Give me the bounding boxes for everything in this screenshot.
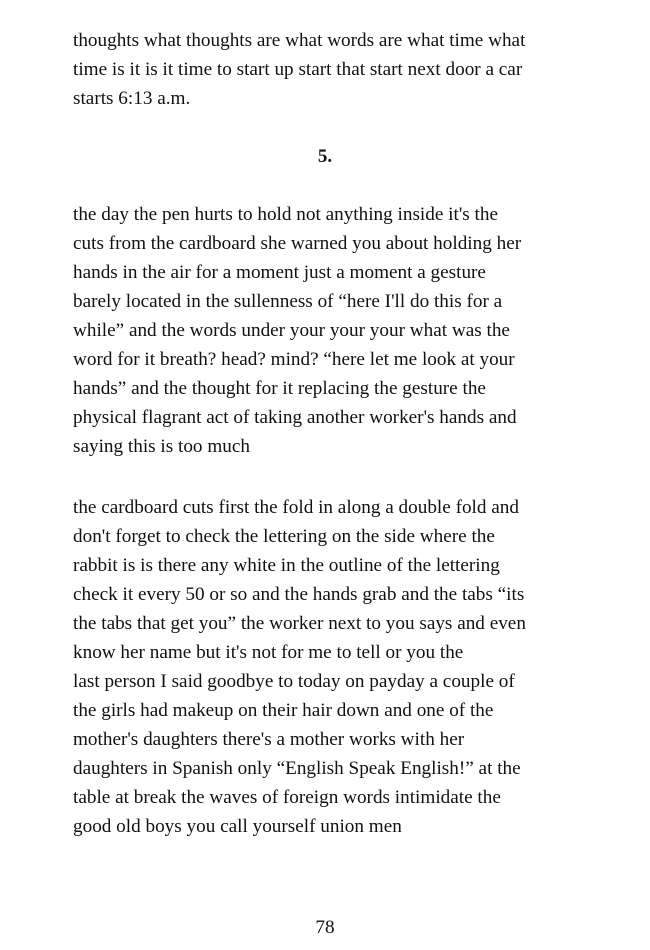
page-number: 78 [315, 917, 335, 938]
text-line: physical flagrant act of taking another worker's hands and [73, 407, 517, 428]
text-line: the tabs that get you” the worker next to you says and even [73, 613, 526, 634]
text-line: check it every 50 or so and the hands grab and the tabs “its [73, 584, 525, 605]
text-line: good old boys you call yourself union men [73, 816, 402, 837]
text-line: hands” and the thought for it replacing the gesture the [73, 378, 486, 399]
text-line: daughters in Spanish only “English Speak English!” at the [73, 758, 521, 779]
paragraph-continuation [73, 26, 573, 113]
text-line: last person I said goodbye to today on payday a couple of [73, 671, 515, 692]
text-line: barely located in the sullenness of “here I'll do this for a [73, 291, 503, 312]
text-line: know her name but it's not for me to tell or you the [73, 642, 464, 663]
text-line: starts 6:13 a.m. [73, 88, 191, 109]
text-line: the day the pen hurts to hold not anything inside it's the [73, 204, 498, 225]
text-line: thoughts what thoughts are what words are what time what [73, 30, 526, 51]
text-line: while” and the words under your your your what was the [73, 320, 510, 341]
paragraph-2 [73, 493, 573, 841]
section-number: 5. [317, 146, 333, 167]
text-line: don't forget to check the lettering on the side where the [73, 526, 495, 547]
text-line: hands in the air for a moment just a moment a gesture [73, 262, 486, 283]
paragraph-1 [73, 200, 573, 461]
text-line: the cardboard cuts first the fold in along a double fold and [73, 497, 519, 518]
text-line: table at break the waves of foreign words intimidate the [73, 787, 501, 808]
text-line: mother's daughters there's a mother works with her [73, 729, 465, 750]
text-line: cuts from the cardboard she warned you about holding her [73, 233, 522, 254]
text-line: saying this is too much [73, 436, 250, 457]
text-line: rabbit is is there any white in the outline of the lettering [73, 555, 500, 576]
text-line: the girls had makeup on their hair down and one of the [73, 700, 494, 721]
text-line: word for it breath? head? mind? “here let me look at your [73, 349, 515, 370]
text-line: time is it is it time to start up start that start next door a car [73, 59, 523, 80]
